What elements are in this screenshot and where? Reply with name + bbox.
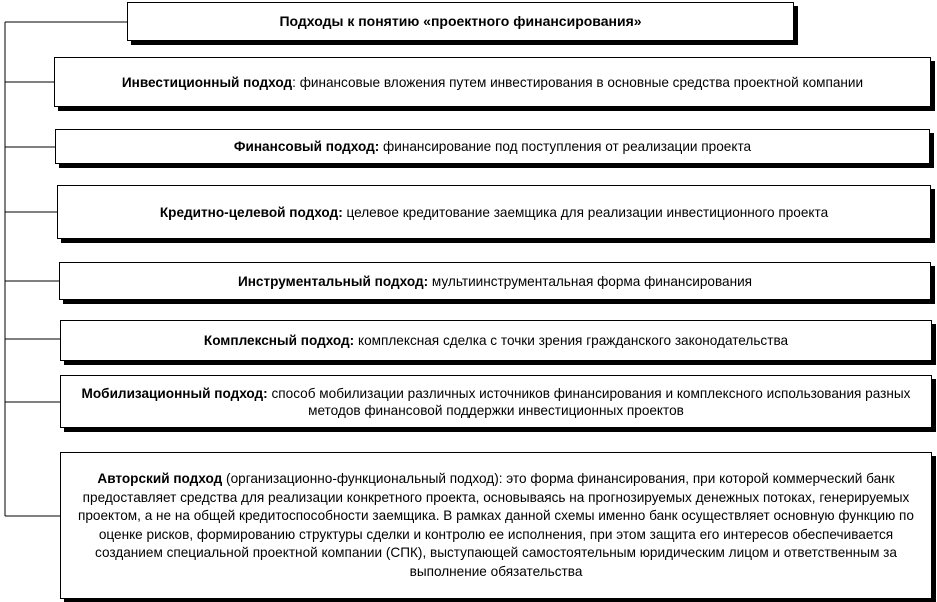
approach-complex-description: комплексная сделка с точки зрения гражданского законодательства bbox=[357, 333, 789, 348]
approach-investment-name: Инвестиционный подход bbox=[121, 74, 293, 90]
approach-credit-target-box bbox=[57, 185, 931, 239]
approach-instrumental-box bbox=[59, 262, 931, 300]
approach-author-box bbox=[60, 452, 932, 599]
approach-author-name: Авторский подход bbox=[97, 471, 223, 486]
approach-instrumental-name: Инструментальный подход: bbox=[237, 273, 429, 289]
approach-credit-target-description: целевое кредитование заемщика для реализации инвестиционного проекта bbox=[346, 204, 829, 220]
diagram-title-box bbox=[127, 2, 794, 41]
approach-mobilization-name: Мобилизационный подход: bbox=[81, 385, 268, 401]
approach-financial-text bbox=[234, 138, 751, 155]
approach-author-text bbox=[69, 470, 923, 581]
approach-author-description: (организационно-функциональный подход): это форма финансирования, при которой коммерческий банк предоставляет средства для реализации конкретного проекта, основываясь на прогнозируемых денежных потоках, генерируемых проектом, а не на общей кредитоспособности заемщика. В рамках данной схемы именно банк осуществляет основную функцию по оценке рисков, формированию структуры сделки и контролю ее исполнения, при этом защита его интересов обеспечивается созданием специальной проектной компании (СПК), выступающей самостоятельным юридическим лицом и ответственным за выполнение обязательства bbox=[78, 471, 914, 579]
approach-financial-name: Финансовый подход: bbox=[233, 139, 380, 154]
approach-investment-text: Инвестиционный подход: финансовые вложения путем инвестирования в основные средства проектной компании bbox=[121, 74, 864, 90]
approach-investment-description: финансовые вложения путем инвестирования в основные средства проектной компании bbox=[299, 74, 864, 90]
approach-mobilization-box bbox=[60, 375, 932, 428]
approach-credit-target-name: Кредитно-целевой подход: bbox=[159, 204, 343, 220]
approach-financial-box bbox=[55, 129, 930, 164]
approach-mobilization-description: способ мобилизации различных источников финансирования и комплексного использования разных методов финансовой поддержки инвестиционных проектов bbox=[271, 385, 911, 418]
approach-complex-name: Комплексный подход: bbox=[203, 333, 355, 348]
approach-investment-box bbox=[54, 57, 931, 107]
approach-instrumental-description: мультиинструментальная форма финансирования bbox=[431, 273, 753, 289]
approach-instrumental-text bbox=[238, 273, 752, 290]
approach-credit-target-text bbox=[160, 204, 828, 221]
approach-complex-box bbox=[60, 320, 932, 361]
approach-mobilization-text bbox=[67, 385, 925, 419]
diagram-title: Подходы к понятию «проектного финансирования» bbox=[279, 13, 642, 29]
approach-financial-description: финансирование под поступления от реализации проекта bbox=[383, 139, 752, 154]
approach-complex-text bbox=[204, 332, 788, 349]
